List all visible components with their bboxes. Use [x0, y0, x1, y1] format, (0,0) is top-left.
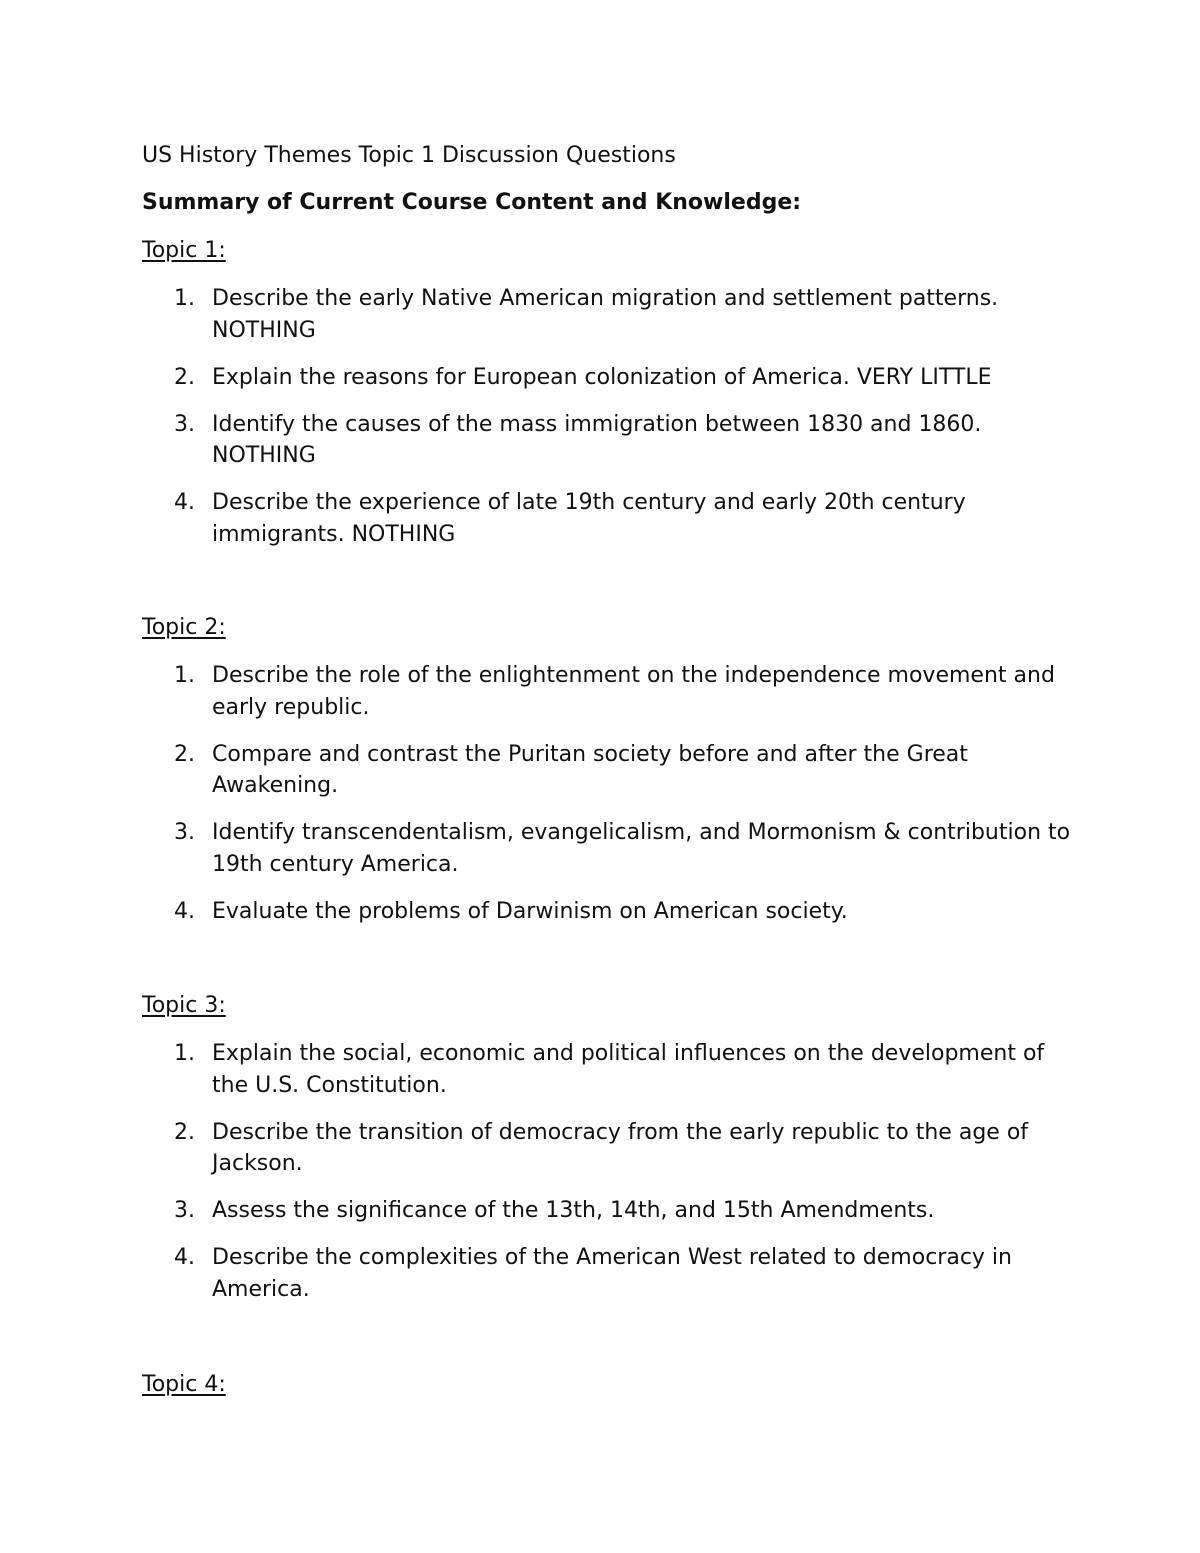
list-item [0, 660, 1200, 723]
document-title: US History Themes Topic 1 Discussion Questions [142, 143, 676, 168]
list-item-number: 2. [174, 1119, 195, 1145]
list-item-number: 2. [174, 364, 195, 390]
topic-2-heading: Topic 2: [142, 615, 226, 640]
list-item-text: Identify the causes of the mass immigration between 1830 and 1860. NOTHING [212, 411, 982, 468]
topic-1-heading: Topic 1: [142, 238, 226, 263]
list-item-number: 2. [174, 741, 195, 767]
list-item-number: 4. [174, 490, 195, 515]
list-item-number: 4. [174, 898, 195, 924]
list-item-text: Evaluate the problems of Darwinism on American society. [212, 898, 848, 924]
list-item-number: 3. [174, 411, 195, 437]
list-item-text: Describe the transition of democracy from the early republic to the age of Jackson. [212, 1119, 1029, 1176]
summary-heading: Summary of Current Course Content and Knowledge: [142, 190, 802, 215]
list-item-text: Explain the reasons for European colonization of America. VERY LITTLE [212, 364, 992, 390]
list-item [0, 409, 1200, 472]
list-item-number: 4. [174, 1245, 195, 1270]
list-item-number: 1. [174, 286, 195, 311]
list-item-number: 3. [174, 1198, 195, 1223]
topic-1-question-list [0, 283, 1200, 566]
list-item-number: 1. [174, 663, 195, 688]
list-item [0, 1038, 1200, 1101]
list-item-text: Describe the role of the enlightenment on the independence movement and early republic. [212, 663, 1055, 720]
list-item [0, 896, 1200, 928]
list-item-text: Describe the early Native American migration and settlement patterns. NOTHING [212, 286, 999, 343]
topic-4-heading: Topic 4: [142, 1372, 226, 1397]
list-item [0, 283, 1200, 346]
list-item [0, 362, 1200, 394]
list-item [0, 1117, 1200, 1180]
topic-3-heading: Topic 3: [142, 993, 226, 1018]
list-item [0, 739, 1200, 802]
topic-2-question-list [0, 660, 1200, 943]
list-item [0, 817, 1200, 880]
list-item [0, 1195, 1200, 1227]
list-item-text: Identify transcendentalism, evangelicalism, and Mormonism & contribution to 19th century America. [212, 820, 1071, 877]
topic-3-question-list [0, 1038, 1200, 1321]
list-item-text: Describe the experience of late 19th century and early 20th century immigrants. NOTHING [212, 490, 966, 547]
list-item-text: Assess the significance of the 13th, 14th, and 15th Amendments. [212, 1198, 935, 1223]
list-item-number: 3. [174, 820, 195, 845]
list-item-text: Describe the complexities of the American West related to democracy in America. [212, 1245, 1012, 1302]
list-item [0, 1242, 1200, 1305]
list-item [0, 487, 1200, 550]
list-item-text: Compare and contrast the Puritan society before and after the Great Awakening. [212, 741, 968, 798]
list-item-text: Explain the social, economic and political influences on the development of the U.S. Constitution. [212, 1041, 1045, 1098]
list-item-number: 1. [174, 1041, 195, 1066]
